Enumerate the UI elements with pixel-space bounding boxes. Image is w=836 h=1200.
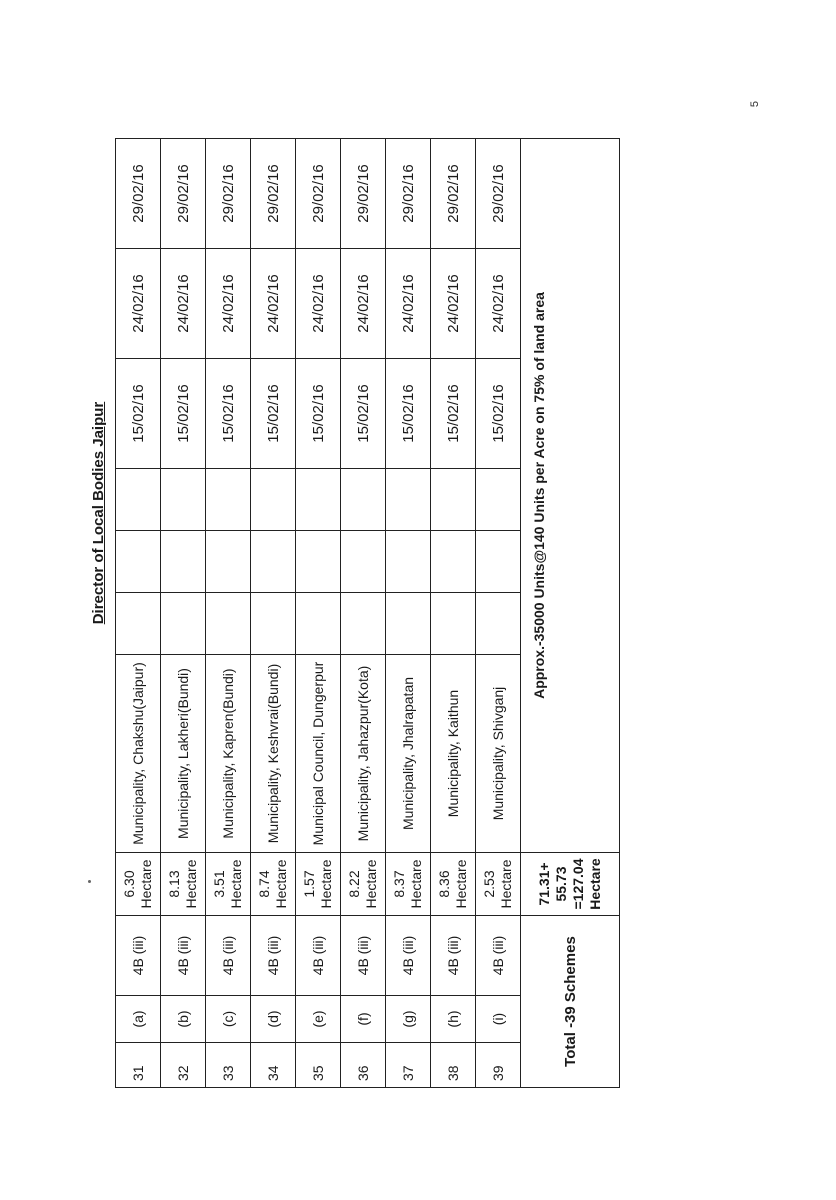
- row-letter: (i): [476, 996, 521, 1043]
- row-name: Municipality, Shivganj: [476, 655, 521, 853]
- row-empty-cell: [251, 469, 296, 531]
- row-area-value: 8.13: [166, 870, 182, 898]
- schemes-table-body: [116, 139, 521, 1088]
- row-name: Municipality, Chakshu(Jaipur): [116, 655, 161, 853]
- row-area-value: 8.22: [346, 870, 362, 898]
- table-row: [431, 139, 476, 1088]
- table-row: [296, 139, 341, 1088]
- row-letter: (c): [206, 996, 251, 1043]
- total-area-line3: =127.04: [570, 858, 586, 910]
- row-name: Municipality, Kapren(Bundi): [206, 655, 251, 853]
- total-label: Total -39 Schemes: [521, 916, 620, 1088]
- row-sno: 37: [386, 1043, 431, 1088]
- row-date-3: 29/02/16: [431, 139, 476, 249]
- units-note: Approx.-35000 Units@140 Units per Acre on 75% of land area: [521, 139, 620, 853]
- row-area-value: 1.57: [301, 870, 317, 898]
- table-row: [386, 139, 431, 1088]
- row-section: 4B (iii): [431, 916, 476, 996]
- row-empty-cell: [431, 531, 476, 593]
- row-letter: (f): [341, 996, 386, 1043]
- row-date-3: 29/02/16: [476, 139, 521, 249]
- row-sno: 38: [431, 1043, 476, 1088]
- row-letter: (h): [431, 996, 476, 1043]
- row-area: [431, 853, 476, 916]
- row-empty-cell: [161, 593, 206, 655]
- row-empty-cell: [431, 593, 476, 655]
- row-date-1: 15/02/16: [386, 359, 431, 469]
- row-date-1: 15/02/16: [341, 359, 386, 469]
- row-sno: 39: [476, 1043, 521, 1088]
- row-date-2: 24/02/16: [251, 249, 296, 359]
- row-date-1: 15/02/16: [116, 359, 161, 469]
- row-empty-cell: [206, 593, 251, 655]
- row-empty-cell: [476, 469, 521, 531]
- row-date-2: 24/02/16: [116, 249, 161, 359]
- row-section: 4B (iii): [341, 916, 386, 996]
- rotated-document: [85, 88, 655, 1088]
- row-date-2: 24/02/16: [341, 249, 386, 359]
- row-area-unit: Hectare: [498, 859, 514, 909]
- row-sno: 36: [341, 1043, 386, 1088]
- row-letter: (e): [296, 996, 341, 1043]
- row-section: 4B (iii): [386, 916, 431, 996]
- row-sno: 31: [116, 1043, 161, 1088]
- total-area-line4: Hectare: [587, 858, 603, 910]
- row-empty-cell: [386, 531, 431, 593]
- row-date-1: 15/02/16: [206, 359, 251, 469]
- row-area-value: 8.36: [436, 870, 452, 898]
- row-date-3: 29/02/16: [296, 139, 341, 249]
- row-name: Municipality, Lakheri(Bundi): [161, 655, 206, 853]
- row-empty-cell: [341, 531, 386, 593]
- row-empty-cell: [161, 469, 206, 531]
- row-empty-cell: [206, 469, 251, 531]
- row-area: [206, 853, 251, 916]
- row-empty-cell: [386, 469, 431, 531]
- row-date-3: 29/02/16: [116, 139, 161, 249]
- row-name: Municipal Council, Dungerpur: [296, 655, 341, 853]
- row-empty-cell: [476, 531, 521, 593]
- row-area-value: 2.53: [481, 870, 497, 898]
- row-date-2: 24/02/16: [431, 249, 476, 359]
- page-number: 5: [749, 100, 762, 108]
- row-empty-cell: [296, 593, 341, 655]
- row-letter: (d): [251, 996, 296, 1043]
- row-area: [386, 853, 431, 916]
- row-empty-cell: [116, 593, 161, 655]
- row-section: 4B (iii): [161, 916, 206, 996]
- row-letter: (a): [116, 996, 161, 1043]
- row-empty-cell: [161, 531, 206, 593]
- row-area-unit: Hectare: [453, 859, 469, 909]
- row-area: [296, 853, 341, 916]
- row-area-value: 3.51: [211, 870, 227, 898]
- row-empty-cell: [251, 531, 296, 593]
- row-date-3: 29/02/16: [251, 139, 296, 249]
- row-area-value: 6.30: [121, 870, 137, 898]
- row-area-value: 8.74: [256, 870, 272, 898]
- row-area-unit: Hectare: [408, 859, 424, 909]
- row-empty-cell: [116, 469, 161, 531]
- total-area-line1: 71.31+: [536, 862, 552, 906]
- row-name: Municipality, Kaithun: [431, 655, 476, 853]
- row-empty-cell: [206, 531, 251, 593]
- row-date-3: 29/02/16: [386, 139, 431, 249]
- row-section: 4B (iii): [206, 916, 251, 996]
- row-empty-cell: [431, 469, 476, 531]
- row-date-2: 24/02/16: [476, 249, 521, 359]
- row-section: 4B (iii): [296, 916, 341, 996]
- row-area: [251, 853, 296, 916]
- row-date-1: 15/02/16: [476, 359, 521, 469]
- row-area-unit: Hectare: [318, 859, 334, 909]
- row-date-1: 15/02/16: [431, 359, 476, 469]
- row-area-unit: Hectare: [228, 859, 244, 909]
- row-empty-cell: [296, 469, 341, 531]
- row-section: 4B (iii): [251, 916, 296, 996]
- row-sno: 34: [251, 1043, 296, 1088]
- row-date-1: 15/02/16: [251, 359, 296, 469]
- row-name: Municipality, Keshvrai(Bundi): [251, 655, 296, 853]
- row-area-unit: Hectare: [273, 859, 289, 909]
- row-date-3: 29/02/16: [206, 139, 251, 249]
- row-date-3: 29/02/16: [161, 139, 206, 249]
- table-row: [341, 139, 386, 1088]
- row-empty-cell: [116, 531, 161, 593]
- row-empty-cell: [341, 593, 386, 655]
- row-area: [341, 853, 386, 916]
- table-row: [476, 139, 521, 1088]
- schemes-table: [115, 138, 620, 1088]
- row-date-2: 24/02/16: [386, 249, 431, 359]
- table-row: [251, 139, 296, 1088]
- row-name: Municipality, Jahazpur(Kota): [341, 655, 386, 853]
- table-row: [206, 139, 251, 1088]
- row-area: [476, 853, 521, 916]
- row-empty-cell: [476, 593, 521, 655]
- row-section: 4B (iii): [476, 916, 521, 996]
- total-area: [521, 853, 620, 916]
- total-row: [521, 139, 620, 1088]
- row-empty-cell: [386, 593, 431, 655]
- row-date-2: 24/02/16: [206, 249, 251, 359]
- row-date-2: 24/02/16: [296, 249, 341, 359]
- row-area: [116, 853, 161, 916]
- row-area-value: 8.37: [391, 870, 407, 898]
- row-area-unit: Hectare: [363, 859, 379, 909]
- row-empty-cell: [341, 469, 386, 531]
- total-area-line2: 55.73: [553, 866, 569, 902]
- row-date-3: 29/02/16: [341, 139, 386, 249]
- table-row: [116, 139, 161, 1088]
- row-section: 4B (iii): [116, 916, 161, 996]
- row-area-unit: Hectare: [138, 859, 154, 909]
- row-sno: 33: [206, 1043, 251, 1088]
- row-area: [161, 853, 206, 916]
- document-title: Director of Local Bodies Jaipur: [90, 401, 107, 625]
- row-date-1: 15/02/16: [161, 359, 206, 469]
- row-empty-cell: [251, 593, 296, 655]
- row-area-unit: Hectare: [183, 859, 199, 909]
- row-date-1: 15/02/16: [296, 359, 341, 469]
- row-sno: 35: [296, 1043, 341, 1088]
- row-letter: (g): [386, 996, 431, 1043]
- row-empty-cell: [296, 531, 341, 593]
- row-letter: (b): [161, 996, 206, 1043]
- row-date-2: 24/02/16: [161, 249, 206, 359]
- table-row: [161, 139, 206, 1088]
- row-name: Municipality, Jhalrapatan: [386, 655, 431, 853]
- row-sno: 32: [161, 1043, 206, 1088]
